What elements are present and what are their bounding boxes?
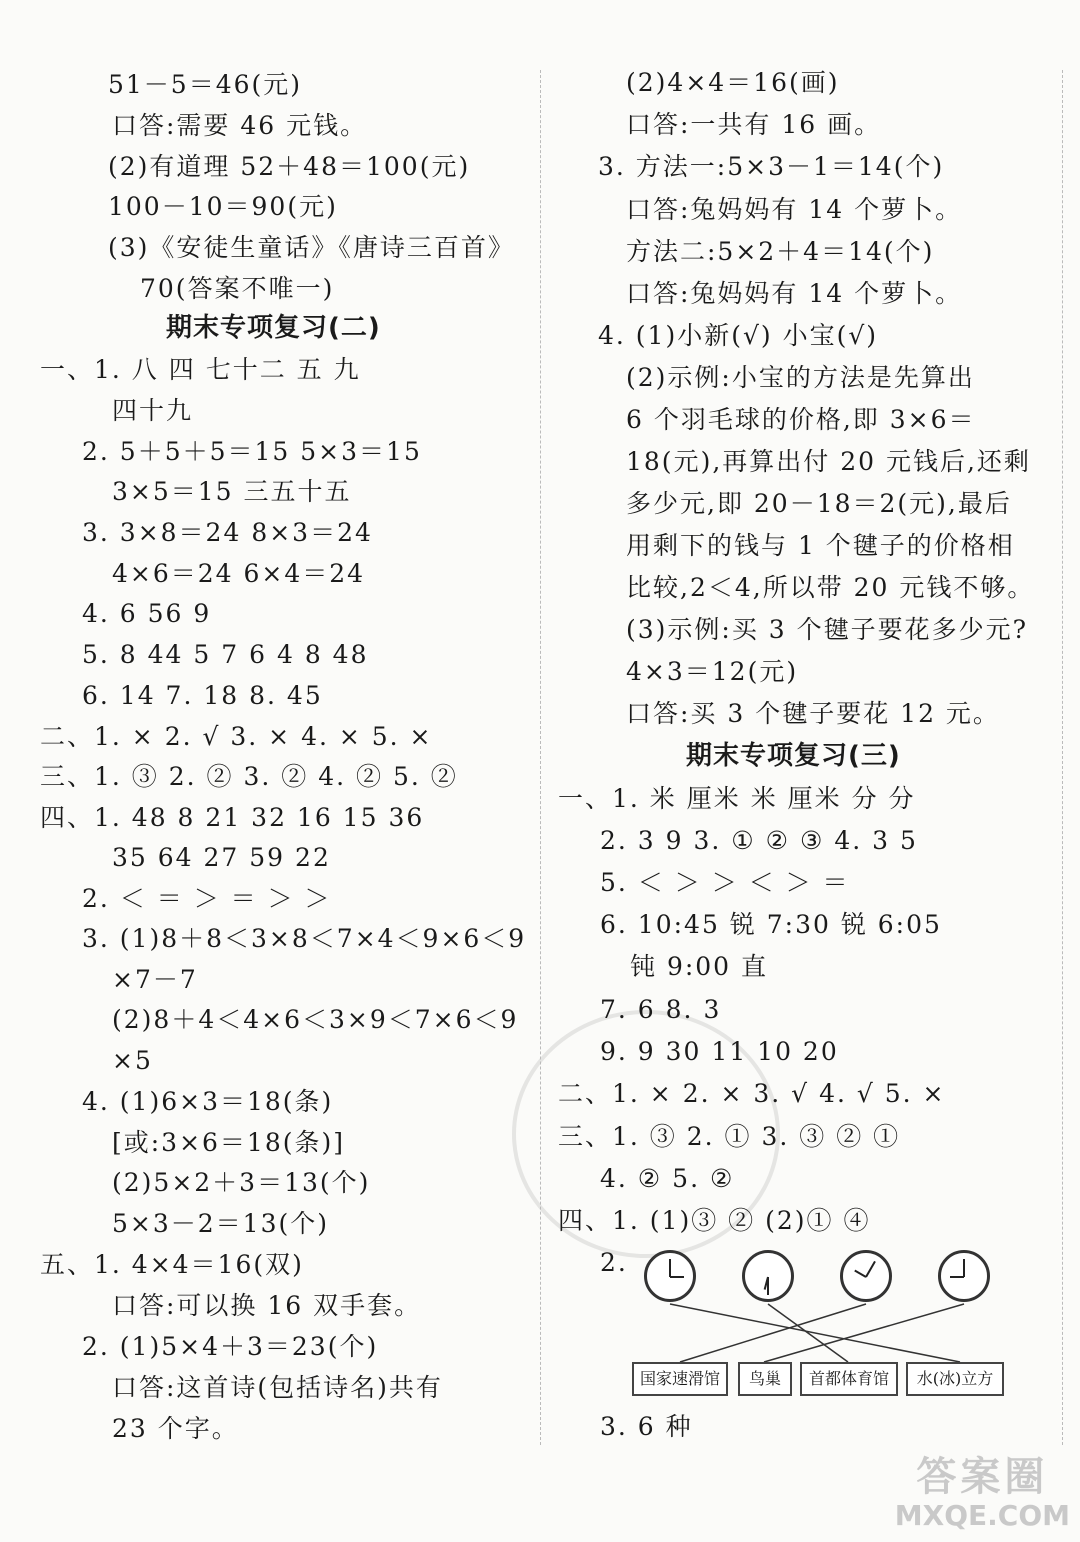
answer-line: 51－5＝46(元) [108,70,303,99]
answer-line: ×7－7 [112,965,198,994]
answer-line: 3×5＝15 三五十五 [112,477,352,506]
answer-line: 钝 9:00 直 [630,952,769,981]
answer-line: 5×3－2＝13(个) [112,1209,329,1238]
answer-line: (3)《安徒生童话》《唐诗三百首》 [108,233,515,262]
answer-line: 2. [600,1248,628,1277]
answer-line: 3. 6 种 [600,1412,693,1441]
answer-line: 35 64 27 59 22 [112,843,331,872]
answer-line: 4×6＝24 6×4＝24 [112,559,366,588]
answer-line: 四十九 [112,396,194,425]
matching-lines [640,1300,1020,1364]
page-edge-divider [1062,70,1063,1445]
clock-icon [938,1250,990,1302]
answer-line: (3)示例:买 3 个毽子要花多少元? [626,615,1029,644]
answer-line: 口答:需要 46 元钱。 [112,111,368,140]
answer-line: (2)4×4＝16(画) [626,68,840,97]
answer-line: 2. ＜ ＝ ＞ ＝ ＞ ＞ [82,884,332,913]
answer-line: 2. 5＋5＋5＝15 5×3＝15 [82,437,422,466]
answer-line: 口答:可以换 16 双手套。 [112,1291,422,1320]
answer-line: (2)8＋4＜4×6＜3×9＜7×6＜9 [112,1005,519,1034]
answer-line: 口答:一共有 16 画。 [626,110,882,139]
answer-line: 口答:这首诗(包括诗名)共有 [112,1373,443,1402]
answer-line: 4×3＝12(元) [626,657,799,686]
answer-line: 口答:买 3 个毽子要花 12 元。 [626,699,1000,728]
answer-line: 6. 10:45 锐 7:30 锐 6:05 [600,910,942,939]
answer-line: 6. 14 7. 18 8. 45 [82,681,323,710]
answer-line: (2)有道理 52＋48＝100(元) [108,152,471,181]
answer-line: 三、1. ③ 2. ① 3. ③ ② ① [558,1122,901,1151]
answer-line: 口答:兔妈妈有 14 个萝卜。 [626,279,963,308]
answer-line: 三、1. ③ 2. ② 3. ② 4. ② 5. ② [40,762,458,791]
answer-line: 5. 8 44 5 7 6 4 8 48 [82,640,369,669]
answer-line: (2)示例:小宝的方法是先算出 [626,363,975,392]
column-divider [540,70,541,1445]
answer-line: 多少元,即 20－18＝2(元),最后 [626,489,1012,518]
answer-line: 用剩下的钱与 1 个毽子的价格相 [626,531,1015,560]
answer-line: 70(答案不唯一) [140,274,335,303]
answer-line: 6 个羽毛球的价格,即 3×6＝ [626,405,976,434]
answer-line: 四、1. 48 8 21 32 16 15 36 [40,803,425,832]
answer-line: 方法二:5×2＋4＝14(个) [626,237,935,266]
answer-line: 9. 9 30 11 10 20 [600,1037,839,1066]
answer-line: [或:3×6＝18(条)] [112,1128,346,1157]
answer-line: 二、1. × 2. √ 3. × 4. × 5. × [40,722,433,751]
watermark-title: 答案圈 [916,1454,1049,1500]
answer-line: 2. (1)5×4＋3＝23(个) [82,1332,379,1361]
answer-line: 3. 3×8＝24 8×3＝24 [82,518,373,547]
answer-line: 4. (1)小新(√) 小宝(√) [598,321,879,350]
answer-line: 四、1. (1)③ ② (2)① ④ [558,1206,871,1235]
answer-line: 18(元),再算出付 20 元钱后,还剩 [626,447,1031,476]
answer-line: 3. (1)8＋8＜3×8＜7×4＜9×6＜9 [82,924,527,953]
venue-box: 鸟巢 [738,1362,792,1396]
clock-icon [840,1250,892,1302]
section-heading-3: 期末专项复习(三) [686,741,901,771]
answer-line: 4. 6 56 9 [82,599,212,628]
answer-line: 一、1. 八 四 七十二 五 九 [40,355,361,384]
venue-box: 国家速滑馆 [632,1362,728,1396]
answer-line: (2)5×2＋3＝13(个) [112,1168,371,1197]
answer-line: 7. 6 8. 3 [600,995,722,1024]
watermark-url: MXQE.COM [894,1499,1070,1532]
section-heading-2: 期末专项复习(二) [166,313,381,343]
answer-line: 比较,2＜4,所以带 20 元钱不够。 [626,573,1035,602]
venue-box: 水(冰)立方 [906,1362,1004,1396]
answer-line: 5. ＜ ＞ ＞ ＜ ＞ ＝ [600,868,850,897]
answer-line: 4. ② 5. ② [600,1164,735,1193]
answer-line: 2. 3 9 3. ① ② ③ 4. 3 5 [600,826,918,855]
answer-line: 二、1. × 2. × 3. √ 4. √ 5. × [558,1079,946,1108]
answer-line: ×5 [112,1046,153,1075]
answer-line: 五、1. 4×4＝16(双) [40,1250,304,1279]
answer-line: 一、1. 米 厘米 米 厘米 分 分 [558,784,916,813]
answer-line: 3. 方法一:5×3－1＝14(个) [598,152,945,181]
clock-icon [644,1250,696,1302]
site-watermark [895,1454,1070,1532]
answer-line: 100－10＝90(元) [108,192,338,221]
clock-icon [742,1250,794,1302]
answer-line: 23 个字。 [112,1414,239,1443]
answer-line: 4. (1)6×3＝18(条) [82,1087,334,1116]
answer-line: 口答:兔妈妈有 14 个萝卜。 [626,195,963,224]
venue-box: 首都体育馆 [800,1362,898,1396]
